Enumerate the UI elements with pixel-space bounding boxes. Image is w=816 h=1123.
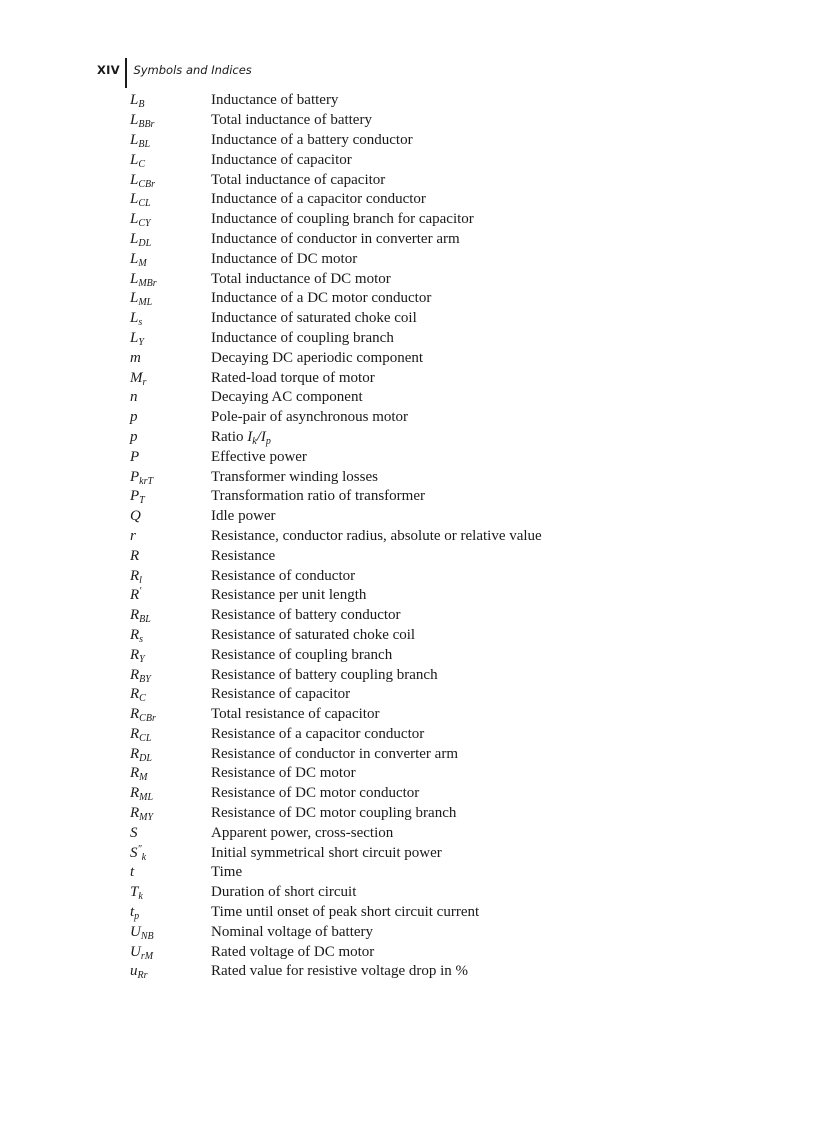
symbol	[130, 350, 211, 367]
symbol-base: p	[130, 428, 138, 445]
symbol-entry	[130, 823, 542, 843]
symbol-base: P	[130, 488, 140, 505]
symbol	[130, 627, 211, 644]
symbol-description	[211, 172, 385, 189]
symbol	[130, 152, 211, 169]
symbol	[130, 172, 211, 189]
symbol-entry	[130, 190, 542, 210]
description-text: Inductance of a DC motor conductor	[211, 290, 432, 307]
symbol	[130, 726, 211, 743]
symbol-subscript: C	[138, 158, 146, 170]
symbol-entry	[130, 348, 542, 368]
symbol-description	[211, 944, 374, 961]
symbol	[130, 469, 211, 486]
symbol-base: n	[130, 389, 138, 406]
symbol	[130, 251, 211, 268]
symbol-base: R	[130, 706, 140, 723]
symbol-base: L	[130, 329, 139, 346]
symbol-subscript: M	[138, 257, 147, 269]
symbol-description	[211, 528, 542, 545]
symbol-base: L	[130, 310, 139, 327]
symbol-description	[211, 449, 307, 466]
symbol-description	[211, 132, 413, 149]
symbol-description	[211, 587, 366, 604]
symbol-entry	[130, 368, 542, 388]
symbol-description	[211, 310, 417, 327]
symbol	[130, 528, 211, 545]
symbol-description	[211, 568, 355, 585]
ratio-den-sub: p	[265, 435, 271, 447]
symbol	[130, 825, 211, 842]
symbol-description	[211, 963, 468, 980]
symbol	[130, 686, 211, 703]
symbol-base: R	[130, 626, 140, 643]
symbol-description	[211, 211, 474, 228]
symbol-entry	[130, 487, 542, 507]
description-text: Total inductance of DC motor	[211, 270, 391, 287]
symbol-subscript: BL	[138, 138, 151, 150]
symbol-description	[211, 765, 356, 782]
description-text: Resistance of battery coupling branch	[211, 666, 438, 683]
symbol	[130, 944, 211, 961]
symbol-entry	[130, 388, 542, 408]
description-text: Apparent power, cross-section	[211, 824, 394, 841]
symbol	[130, 568, 211, 585]
symbol-base: M	[130, 369, 143, 386]
description-text: Resistance of coupling branch	[211, 646, 393, 663]
symbol-subscript: BBr	[138, 119, 155, 131]
symbol-entry	[130, 170, 542, 190]
symbol-subscript: NB	[140, 930, 154, 942]
symbol-base: p	[130, 409, 138, 426]
header-divider	[125, 58, 128, 88]
ratio-num-sub: k	[252, 435, 257, 447]
symbol	[130, 548, 211, 565]
symbol	[130, 92, 211, 109]
description-text: Total inductance of capacitor	[211, 171, 386, 188]
symbol-entry	[130, 744, 542, 764]
symbol-subscript: C	[139, 693, 146, 705]
symbol-entry	[130, 645, 542, 665]
symbol	[130, 409, 211, 426]
symbol-base: R	[130, 587, 140, 604]
description-text: Resistance of conductor in converter arm	[211, 745, 458, 762]
symbol-entry	[130, 665, 542, 685]
symbol-base: P	[130, 448, 140, 465]
description-text: Ratio	[211, 428, 244, 445]
description-text: Inductance of DC motor	[211, 250, 358, 267]
symbol-description	[211, 904, 479, 921]
description-text: Resistance of conductor	[211, 567, 356, 584]
symbol	[130, 765, 211, 782]
symbol	[130, 488, 211, 505]
symbol-subscript: B	[138, 99, 145, 111]
symbol-subscript: ML	[139, 792, 154, 804]
symbol	[130, 370, 211, 387]
ratio-den: I	[260, 428, 266, 445]
symbol-description	[211, 350, 423, 367]
symbol-base: R	[130, 725, 140, 742]
symbol-subscript: k	[141, 851, 147, 863]
symbol-subscript: MY	[139, 812, 154, 824]
page-number: XIV	[97, 63, 120, 77]
symbol-base: R	[130, 686, 140, 703]
symbol-entry	[130, 804, 542, 824]
symbol-subscript: T	[139, 495, 145, 507]
symbol-subscript: BY	[139, 673, 151, 685]
description-text: Nominal voltage of battery	[211, 923, 374, 940]
symbol-description	[211, 607, 401, 624]
description-text: Resistance per unit length	[211, 587, 367, 604]
description-text: Total resistance of capacitor	[211, 706, 380, 723]
symbol-subscript: DL	[139, 752, 152, 764]
symbol	[130, 429, 211, 446]
symbol-subscript: CBr	[139, 713, 156, 725]
symbol-base: R	[130, 547, 140, 564]
symbol-description	[211, 686, 350, 703]
symbol-base: L	[130, 290, 139, 307]
symbol-description	[211, 330, 394, 347]
description-text: Resistance, conductor radius, absolute or relative value	[211, 527, 542, 544]
description-text: Decaying DC aperiodic component	[211, 349, 424, 366]
symbol	[130, 845, 211, 862]
symbol-base: P	[130, 468, 140, 485]
symbol	[130, 924, 211, 941]
symbol	[130, 389, 211, 406]
symbol-base: S	[130, 844, 138, 861]
symbol-entry	[130, 626, 542, 646]
symbol-prime: ″	[137, 843, 142, 855]
symbol-description	[211, 389, 363, 406]
symbol-base: L	[130, 250, 139, 267]
symbol-description	[211, 647, 392, 664]
symbol-base: t	[130, 904, 135, 921]
symbol-entry	[130, 685, 542, 705]
symbol-entry	[130, 586, 542, 606]
description-text: Rated value for resistive voltage drop in %	[211, 963, 469, 980]
description-text: Effective power	[211, 448, 307, 465]
symbol-subscript: Rr	[137, 970, 148, 982]
symbol-entry	[130, 408, 542, 428]
symbol-base: L	[130, 131, 139, 148]
symbol	[130, 746, 211, 763]
symbol-description	[211, 488, 425, 505]
description-text: Decaying AC component	[211, 389, 363, 406]
description-text: Resistance of saturated choke coil	[211, 626, 416, 643]
description-text: Inductance of saturated choke coil	[211, 310, 417, 327]
symbol-subscript: M	[139, 772, 148, 784]
symbol-base: L	[130, 191, 139, 208]
symbol	[130, 647, 211, 664]
description-text: Inductance of coupling branch for capacitor	[211, 211, 474, 228]
symbol-base: R	[130, 666, 140, 683]
description-text: Inductance of battery	[211, 92, 339, 109]
symbol-description	[211, 548, 275, 565]
symbol-base: m	[130, 349, 141, 366]
symbol-base: T	[130, 884, 139, 901]
symbol	[130, 706, 211, 723]
description-text: Inductance of capacitor	[211, 151, 352, 168]
symbol-base: L	[130, 112, 139, 129]
running-header	[97, 58, 252, 88]
symbol-description	[211, 409, 408, 426]
symbol-base: u	[130, 963, 138, 980]
symbol-entry	[130, 784, 542, 804]
description-text: Time until onset of peak short circuit current	[211, 904, 480, 921]
symbol-entry	[130, 527, 542, 547]
symbol-base: R	[130, 646, 140, 663]
symbol-entry	[130, 883, 542, 903]
symbol-description	[211, 251, 357, 268]
symbol-description	[211, 112, 372, 129]
symbol-entry	[130, 249, 542, 269]
description-text: Pole-pair of asynchronous motor	[211, 409, 409, 426]
symbol	[130, 864, 211, 881]
symbol	[130, 290, 211, 307]
symbol-subscript: DL	[138, 237, 152, 249]
description-text: Total inductance of battery	[211, 112, 372, 129]
symbol-description	[211, 508, 276, 525]
symbol	[130, 132, 211, 149]
description-text: Inductance of conductor in converter arm	[211, 230, 460, 247]
symbol-subscript: s	[139, 633, 144, 645]
symbol-base: R	[130, 607, 140, 624]
symbol-entry	[130, 150, 542, 170]
symbol-base: r	[130, 527, 136, 544]
ratio-num: I	[247, 428, 253, 445]
symbol-base: U	[130, 943, 141, 960]
symbol-entry	[130, 447, 542, 467]
description-text: Rated-load torque of motor	[211, 369, 375, 386]
symbol	[130, 963, 211, 980]
symbol-subscript: ML	[138, 297, 153, 309]
description-text: Resistance of capacitor	[211, 686, 351, 703]
symbol-base: Q	[130, 508, 141, 525]
symbol-subscript: CY	[138, 218, 151, 230]
symbol-base: L	[130, 151, 139, 168]
symbol-base: L	[130, 230, 139, 247]
symbol	[130, 508, 211, 525]
symbol-subscript: CL	[138, 198, 151, 210]
symbol	[130, 904, 211, 921]
symbol-entry	[130, 903, 542, 923]
symbol-description	[211, 924, 373, 941]
symbol-list	[130, 91, 542, 982]
symbol-description	[211, 805, 456, 822]
description-text: Resistance	[211, 547, 276, 564]
symbol-entry	[130, 329, 542, 349]
symbol-description	[211, 845, 442, 862]
symbol-entry	[130, 428, 542, 448]
running-title: Symbols and Indices	[133, 63, 252, 77]
ratio-slash: /	[256, 428, 261, 445]
symbol-base: U	[130, 923, 141, 940]
symbol	[130, 884, 211, 901]
symbol-base: R	[130, 567, 140, 584]
symbol-base: R	[130, 785, 140, 802]
symbol-entry	[130, 606, 542, 626]
symbol-entry	[130, 91, 542, 111]
symbol-entry	[130, 309, 542, 329]
symbol-description	[211, 429, 271, 446]
symbol-entry	[130, 942, 542, 962]
symbol-subscript: CBr	[138, 178, 156, 190]
symbol-base: R	[130, 745, 140, 762]
symbol-entry	[130, 843, 542, 863]
description-text: Transformer winding losses	[211, 468, 378, 485]
symbol-entry	[130, 269, 542, 289]
symbol-prime: ′	[139, 586, 142, 598]
symbol-subscript: r	[142, 376, 147, 388]
description-text: Resistance of DC motor	[211, 765, 356, 782]
description-text: Inductance of coupling branch	[211, 329, 394, 346]
symbol-subscript: MBr	[138, 277, 157, 289]
symbol-entry	[130, 725, 542, 745]
symbol-entry	[130, 111, 542, 131]
symbol-base: L	[130, 270, 139, 287]
symbol-description	[211, 92, 338, 109]
symbol-base: L	[130, 211, 139, 228]
symbol-entry	[130, 962, 542, 982]
symbol-subscript: CL	[139, 732, 152, 744]
symbol-description	[211, 469, 378, 486]
symbol-entry	[130, 863, 542, 883]
symbol	[130, 191, 211, 208]
symbol-subscript: krT	[139, 475, 154, 487]
symbol-base: t	[130, 864, 135, 881]
symbol-description	[211, 231, 460, 248]
symbol	[130, 211, 211, 228]
symbol-description	[211, 785, 419, 802]
symbol-entry	[130, 566, 542, 586]
symbol-description	[211, 825, 393, 842]
symbol	[130, 805, 211, 822]
symbol-description	[211, 627, 415, 644]
symbol-description	[211, 726, 424, 743]
description-text: Resistance of a capacitor conductor	[211, 725, 425, 742]
description-text: Time	[211, 864, 243, 881]
symbol-entry	[130, 289, 542, 309]
symbol-subscript: k	[138, 891, 143, 903]
symbol-description	[211, 370, 375, 387]
description-text: Resistance of battery conductor	[211, 607, 401, 624]
description-text: Rated voltage of DC motor	[211, 943, 375, 960]
symbol-entry	[130, 764, 542, 784]
ratio-formula	[247, 429, 271, 445]
symbol-description	[211, 667, 438, 684]
description-text: Inductance of a battery conductor	[211, 131, 413, 148]
description-text: Transformation ratio of transformer	[211, 488, 425, 505]
symbol-description	[211, 191, 426, 208]
symbol	[130, 587, 211, 604]
symbol-base: L	[130, 171, 139, 188]
symbol-description	[211, 864, 242, 881]
symbol-entry	[130, 210, 542, 230]
symbol-entry	[130, 922, 542, 942]
symbol-description	[211, 152, 352, 169]
symbol-subscript: rM	[140, 950, 154, 962]
symbol-description	[211, 271, 391, 288]
symbol-entry	[130, 131, 542, 151]
symbol	[130, 667, 211, 684]
symbol-entry	[130, 546, 542, 566]
description-text: Resistance of DC motor coupling branch	[211, 805, 457, 822]
symbol	[130, 785, 211, 802]
description-text: Duration of short circuit	[211, 884, 357, 901]
symbol	[130, 231, 211, 248]
symbol-subscript: l	[139, 574, 142, 586]
symbol	[130, 310, 211, 327]
symbol-base: L	[130, 92, 139, 109]
symbol-subscript: s	[138, 317, 143, 329]
symbol-description	[211, 746, 458, 763]
description-text: Idle power	[211, 508, 276, 525]
symbol-entry	[130, 705, 542, 725]
symbol	[130, 607, 211, 624]
description-text: Initial symmetrical short circuit power	[211, 844, 442, 861]
symbol-subscript: Y	[138, 336, 144, 348]
description-text: Resistance of DC motor conductor	[211, 785, 420, 802]
symbol-entry	[130, 467, 542, 487]
symbol-base: R	[130, 765, 140, 782]
symbol-entry	[130, 507, 542, 527]
symbol-subscript: BL	[139, 614, 151, 626]
symbol-description	[211, 884, 356, 901]
symbol-subscript: p	[134, 911, 140, 923]
symbol-description	[211, 290, 431, 307]
symbol	[130, 271, 211, 288]
symbol-base: R	[130, 805, 140, 822]
symbol	[130, 449, 211, 466]
description-text: Inductance of a capacitor conductor	[211, 191, 426, 208]
symbol-base: S	[130, 824, 138, 841]
symbol-description	[211, 706, 379, 723]
symbol	[130, 112, 211, 129]
symbol	[130, 330, 211, 347]
symbol-entry	[130, 230, 542, 250]
symbol-subscript: Y	[139, 653, 145, 665]
